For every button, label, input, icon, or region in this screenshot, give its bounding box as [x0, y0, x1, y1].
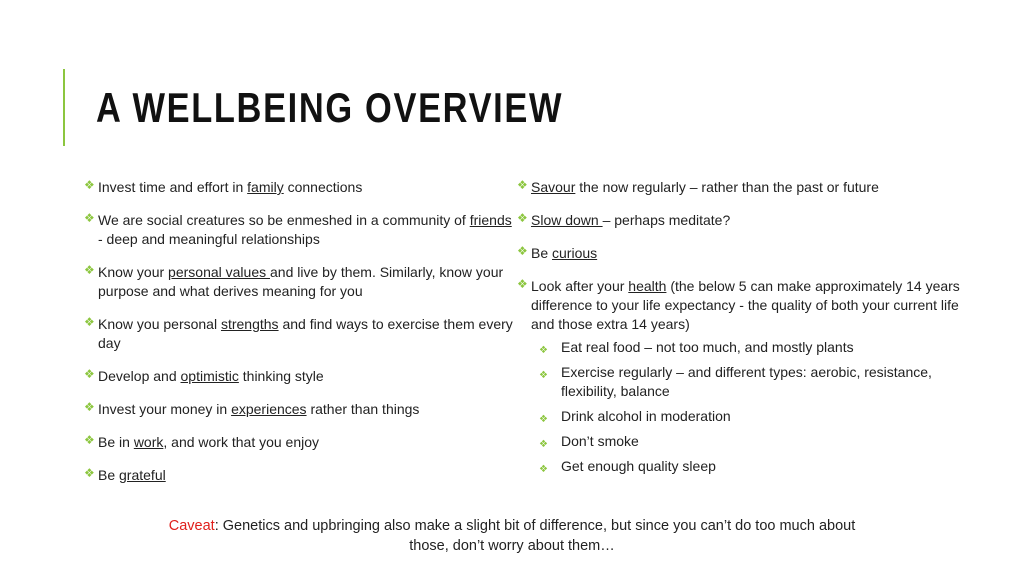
health-sublist	[531, 338, 963, 476]
list-item	[84, 315, 515, 353]
caveat-note	[150, 516, 874, 556]
keyword-link[interactable]: personal values	[168, 264, 270, 280]
item-text: Know your personal values and live by them. Similarly, know your purpose and what derives meaning for you	[98, 264, 504, 299]
item-text: Know you personal strengths and find ways to exercise them every day	[98, 316, 513, 351]
keyword-link[interactable]: Savour	[531, 179, 576, 195]
list-item	[517, 178, 963, 197]
caveat-text: : Genetics and upbringing also make a slight bit of difference, but since you can’t do too much about those, don’t worry about them…	[214, 518, 856, 554]
sublist-item: ❖ Don’t smoke	[531, 432, 963, 451]
small-diamond-bullet-icon: ❖	[539, 370, 548, 381]
slide-title: A WELLBEING OVERVIEW	[96, 84, 564, 131]
keyword-link[interactable]: work	[133, 434, 164, 450]
item-text: We are social creatures so be enmeshed in a community of friends - deep and meaningful relationships	[98, 212, 512, 247]
list-item	[84, 466, 515, 485]
diamond-bullet-icon: ❖	[84, 466, 95, 480]
diamond-bullet-icon: ❖	[517, 211, 528, 225]
diamond-bullet-icon: ❖	[84, 211, 95, 225]
keyword-link[interactable]: Slow down	[531, 212, 603, 228]
list-item	[517, 277, 963, 476]
list-item	[84, 400, 515, 419]
list-item	[84, 367, 515, 386]
sublist-item: ❖ Drink alcohol in moderation	[531, 407, 963, 426]
sublist-item: ❖ Get enough quality sleep	[531, 457, 963, 476]
keyword-link[interactable]: strengths	[220, 316, 279, 332]
list-item	[517, 244, 963, 263]
list-item	[84, 211, 515, 249]
diamond-bullet-icon: ❖	[84, 433, 95, 447]
diamond-bullet-icon: ❖	[84, 400, 95, 414]
small-diamond-bullet-icon: ❖	[539, 345, 548, 356]
diamond-bullet-icon: ❖	[84, 178, 95, 192]
list-item	[84, 178, 515, 197]
keyword-link[interactable]: friends	[469, 212, 512, 228]
caveat-label: Caveat	[168, 518, 215, 534]
keyword-link[interactable]: health	[628, 278, 667, 294]
keyword-link[interactable]: family	[247, 179, 284, 195]
item-text: Be grateful	[98, 467, 166, 483]
diamond-bullet-icon: ❖	[517, 244, 528, 258]
small-diamond-bullet-icon: ❖	[539, 414, 548, 425]
diamond-bullet-icon: ❖	[84, 315, 95, 329]
left-column	[84, 178, 515, 499]
keyword-link[interactable]: experiences	[231, 401, 307, 417]
item-text: Look after your health (the below 5 can make approximately 14 years difference to your life expectancy - the quality of both your current life and those extra 14 years)	[531, 278, 960, 332]
diamond-bullet-icon: ❖	[517, 178, 528, 192]
item-text: Develop and optimistic thinking style	[98, 368, 324, 384]
item-text: Slow down – perhaps meditate?	[531, 212, 731, 228]
diamond-bullet-icon: ❖	[84, 263, 95, 277]
list-item	[517, 211, 963, 230]
sublist-item: ❖ Eat real food – not too much, and mostly plants	[531, 338, 963, 357]
item-text: Invest your money in experiences rather than things	[98, 401, 420, 417]
item-text: Be in work, and work that you enjoy	[98, 434, 320, 450]
right-column	[517, 178, 963, 482]
keyword-link[interactable]: optimistic	[180, 368, 239, 384]
list-item	[84, 433, 515, 452]
title-accent-bar	[63, 69, 65, 146]
item-text: Be curious	[531, 245, 598, 261]
small-diamond-bullet-icon: ❖	[539, 464, 548, 475]
list-item	[84, 263, 515, 301]
item-text: Invest time and effort in family connections	[98, 179, 363, 195]
sublist-item: ❖ Exercise regularly – and different types: aerobic, resistance, flexibility, balance	[539, 364, 932, 399]
keyword-link[interactable]: curious	[552, 245, 598, 261]
diamond-bullet-icon: ❖	[517, 277, 528, 291]
small-diamond-bullet-icon: ❖	[539, 439, 548, 450]
diamond-bullet-icon: ❖	[84, 367, 95, 381]
item-text: Savour the now regularly – rather than the past or future	[531, 179, 879, 195]
keyword-link[interactable]: grateful	[119, 467, 166, 483]
